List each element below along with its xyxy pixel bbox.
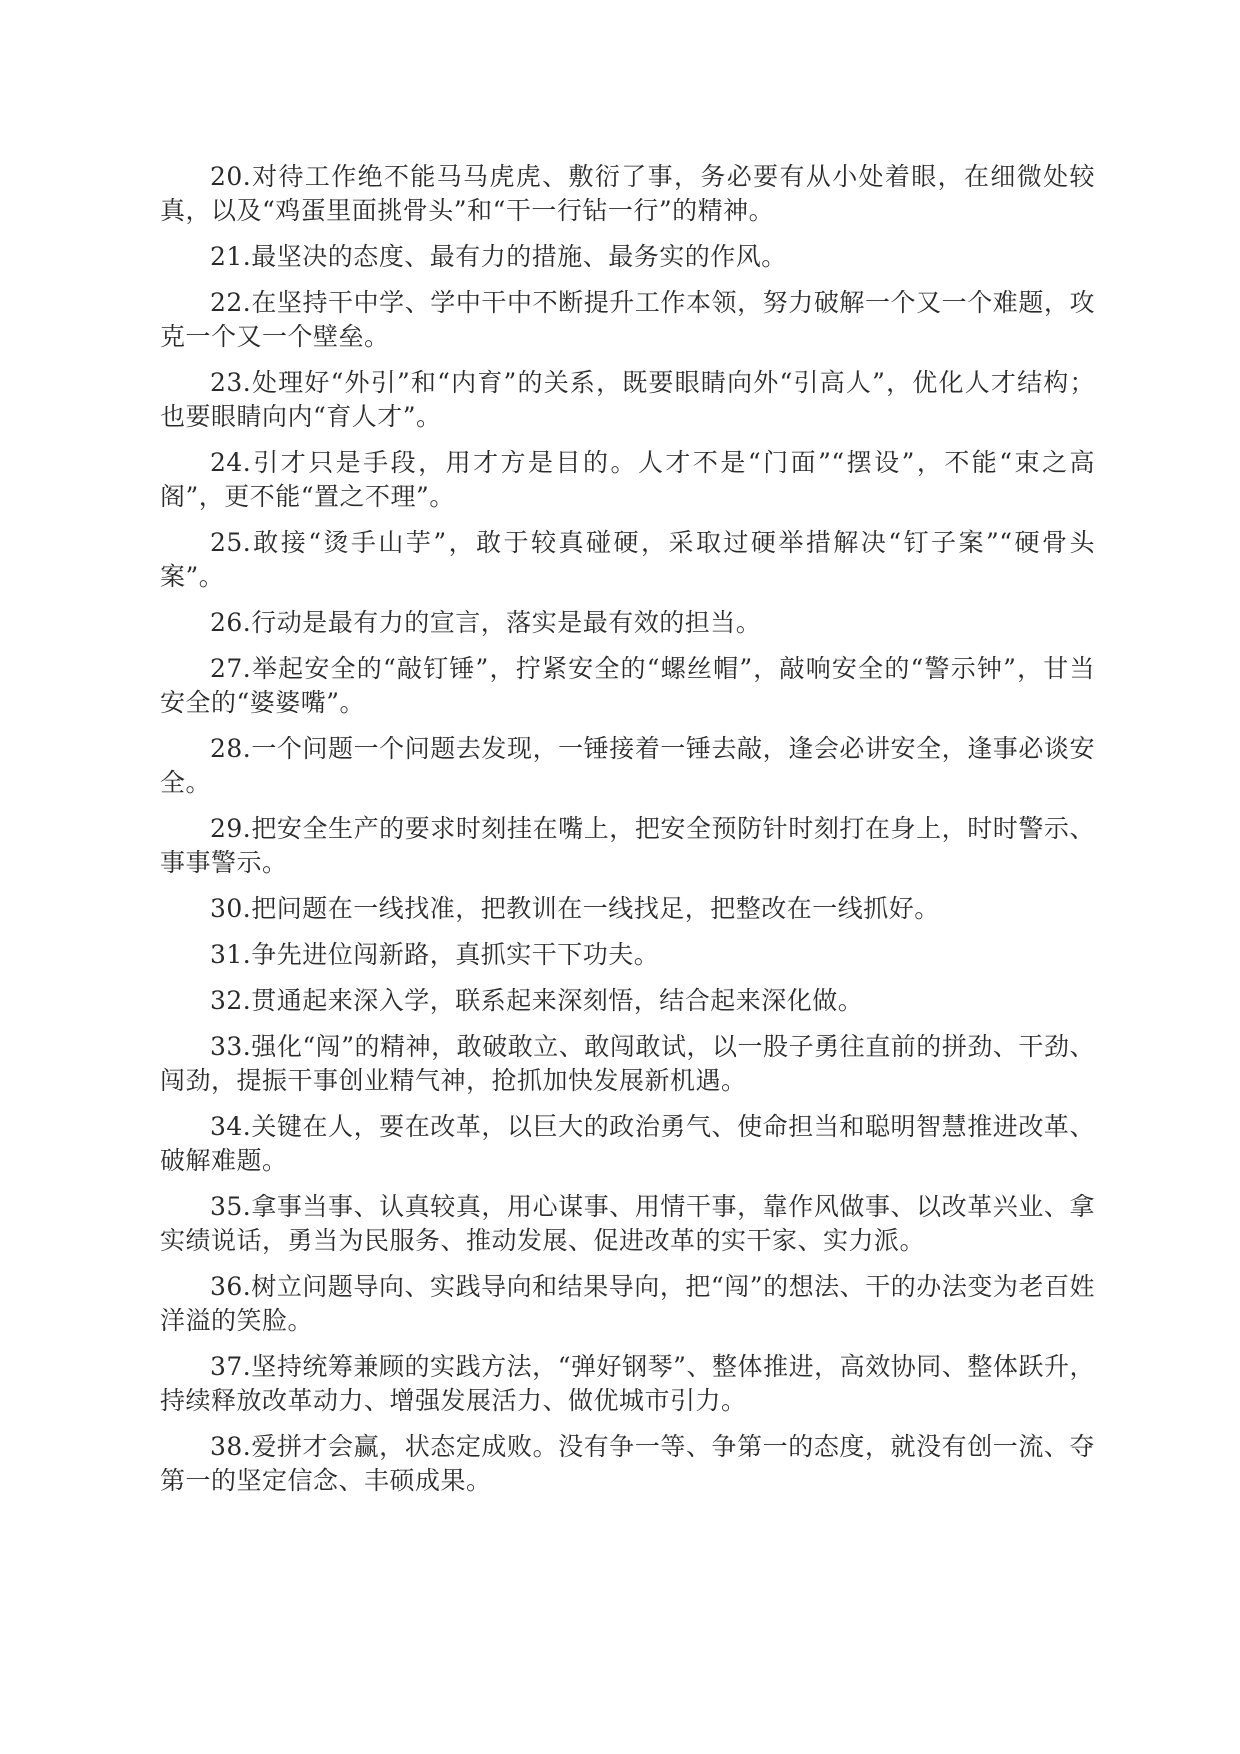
paragraph-23: 23.处理好“外引”和“内育”的关系，既要眼睛向外“引高人”，优化人才结构；也要眼睛向内“育人才”。 bbox=[160, 368, 1095, 431]
paragraph-21: 21.最坚决的态度、最有力的措施、最务实的作风。 bbox=[210, 242, 787, 271]
document-body bbox=[160, 160, 1095, 1510]
paragraph-37: 37.坚持统筹兼顾的实践方法，“弹好钢琴”、整体推进，高效协同、整体跃升，持续释放改革动力、增强发展活力、做优城市引力。 bbox=[160, 1352, 1095, 1415]
paragraph-29: 29.把安全生产的要求时刻挂在嘴上，把安全预防针时刻打在身上，时时警示、事事警示。 bbox=[160, 814, 1095, 877]
paragraph-34: 34.关键在人，要在改革，以巨大的政治勇气、使命担当和聪明智慧推进改革、破解难题。 bbox=[160, 1112, 1095, 1175]
paragraph-30: 30.把问题在一线找准，把教训在一线找足，把整改在一线抓好。 bbox=[210, 894, 940, 923]
paragraph-20: 20.对待工作绝不能马马虎虎、敷衍了事，务必要有从小处着眼，在细微处较真，以及“鸡蛋里面挑骨头”和“干一行钻一行”的精神。 bbox=[160, 162, 1095, 225]
paragraph-35: 35.拿事当事、认真较真，用心谋事、用情干事，靠作风做事、以改革兴业、拿实绩说话，勇当为民服务、推动发展、促进改革的实干家、实力派。 bbox=[160, 1192, 1095, 1255]
paragraph-22: 22.在坚持干中学、学中干中不断提升工作本领，努力破解一个又一个难题，攻克一个又一个壁垒。 bbox=[160, 288, 1095, 351]
paragraph-25: 25.敢接“烫手山芋”，敢于较真碰硬，采取过硬举措解决“钉子案”“硬骨头案”。 bbox=[160, 528, 1095, 591]
paragraph-33: 33.强化“闯”的精神，敢破敢立、敢闯敢试，以一股子勇往直前的拼劲、干劲、闯劲，提振干事创业精气神，抢抓加快发展新机遇。 bbox=[160, 1032, 1095, 1095]
paragraph-28: 28.一个问题一个问题去发现，一锤接着一锤去敲，逢会必讲安全，逢事必谈安全。 bbox=[160, 734, 1095, 797]
paragraph-36: 36.树立问题导向、实践导向和结果导向，把“闯”的想法、干的办法变为老百姓洋溢的笑脸。 bbox=[160, 1272, 1095, 1335]
paragraph-24: 24.引才只是手段，用才方是目的。人才不是“门面”“摆设”，不能“束之高阁”，更不能“置之不理”。 bbox=[160, 448, 1095, 511]
paragraph-27: 27.举起安全的“敲钉锤”，拧紧安全的“螺丝帽”，敲响安全的“警示钟”，甘当安全的“婆婆嘴”。 bbox=[160, 654, 1095, 717]
paragraph-31: 31.争先进位闯新路，真抓实干下功夫。 bbox=[210, 940, 660, 969]
paragraph-38: 38.爱拼才会赢，状态定成败。没有争一等、争第一的态度，就没有创一流、夺第一的坚定信念、丰硕成果。 bbox=[160, 1432, 1095, 1495]
paragraph-32: 32.贯通起来深入学，联系起来深刻悟，结合起来深化做。 bbox=[210, 986, 864, 1015]
paragraph-26: 26.行动是最有力的宣言，落实是最有效的担当。 bbox=[210, 608, 762, 637]
